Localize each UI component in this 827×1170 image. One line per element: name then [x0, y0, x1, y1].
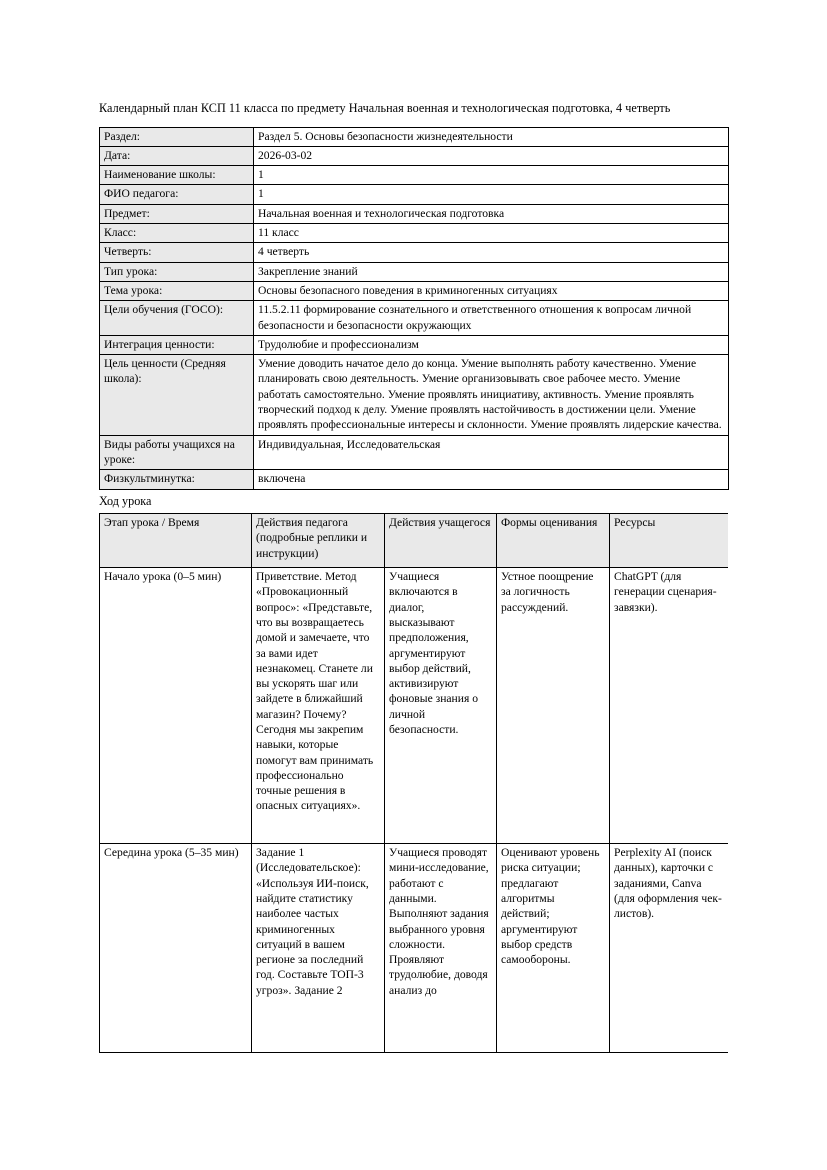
- info-value: 11.5.2.11 формирование сознательного и ответственного отношения к вопросам личной безопасности и безопасности окружающих: [254, 301, 729, 336]
- column-header-stage: Этап урока / Время: [100, 514, 252, 568]
- info-label: Раздел:: [100, 127, 254, 146]
- page-title: Календарный план КСП 11 класса по предмету Начальная военная и технологическая подготовка, 4 четверть: [99, 101, 671, 115]
- cell-resources: ChatGPT (для генерации сценария-завязки).: [610, 568, 729, 844]
- column-header-assessment: Формы оценивания: [497, 514, 610, 568]
- table-row: [100, 127, 729, 146]
- section-caption-lesson-flow: Ход урока: [99, 493, 152, 508]
- info-label: Тема урока:: [100, 281, 254, 300]
- info-value: 1: [254, 166, 729, 185]
- info-label: Предмет:: [100, 204, 254, 223]
- table-header-row: [100, 514, 729, 568]
- cell-student: Учащиеся включаются в диалог, высказывают предположения, аргументируют выбор действий, активизируют фоновые знания о личной безопасности.: [385, 568, 497, 844]
- cell-teacher: Задание 1 (Исследовательское): «Используя ИИ-поиск, найдите статистику наиболее частых криминогенных ситуаций в вашем регионе за последний год. Составьте ТОП-3 угроз». Задание 2: [252, 844, 385, 1053]
- info-label: Дата:: [100, 146, 254, 165]
- lesson-info-body: [100, 127, 729, 489]
- table-row: [100, 243, 729, 262]
- cell-teacher: Приветствие. Метод «Провокационный вопрос»: «Представьте, что вы возвращаетесь домой и замечаете, что за вами идет незнакомец. Станете ли вы ускорять шаг или зайдете в ближайший магазин? Почему? Сегодня мы закрепим навыки, которые помогут вам принимать профессионально точные решения в опасных ситуациях».: [252, 568, 385, 844]
- info-label: Наименование школы:: [100, 166, 254, 185]
- info-label: Цель ценности (Средняя школа):: [100, 355, 254, 435]
- info-value: 2026-03-02: [254, 146, 729, 165]
- lesson-info-table: [99, 127, 729, 490]
- column-header-student: Действия учащегося: [385, 514, 497, 568]
- info-value: Раздел 5. Основы безопасности жизнедеятельности: [254, 127, 729, 146]
- info-label: Тип урока:: [100, 262, 254, 281]
- lesson-flow-table: [99, 513, 728, 1053]
- info-label: Виды работы учащихся на уроке:: [100, 435, 254, 470]
- cell-stage: Начало урока (0–5 мин): [100, 568, 252, 844]
- table-row: [100, 470, 729, 489]
- info-value: 4 четверть: [254, 243, 729, 262]
- info-value: 11 класс: [254, 224, 729, 243]
- column-header-teacher: Действия педагога (подробные реплики и инструкции): [252, 514, 385, 568]
- table-row: [100, 335, 729, 354]
- info-label: Интеграция ценности:: [100, 335, 254, 354]
- cell-student: Учащиеся проводят мини-исследование, работают с данными. Выполняют задания выбранного уровня сложности. Проявляют трудолюбие, доводя анализ до: [385, 844, 497, 1053]
- cell-stage: Середина урока (5–35 мин): [100, 844, 252, 1053]
- info-value: 1: [254, 185, 729, 204]
- info-label: ФИО педагога:: [100, 185, 254, 204]
- table-row: [100, 281, 729, 300]
- info-value: Основы безопасного поведения в криминогенных ситуациях: [254, 281, 729, 300]
- info-value: Начальная военная и технологическая подготовка: [254, 204, 729, 223]
- cell-assessment: Оценивают уровень риска ситуации; предлагают алгоритмы действий; аргументируют выбор средств самообороны.: [497, 844, 610, 1053]
- table-row: [100, 844, 729, 1053]
- table-row: [100, 224, 729, 243]
- info-value: Закрепление знаний: [254, 262, 729, 281]
- table-row: [100, 262, 729, 281]
- cell-resources: Perplexity AI (поиск данных), карточки с заданиями, Canva (для оформления чек-листов).: [610, 844, 729, 1053]
- info-value: Индивидуальная, Исследовательская: [254, 435, 729, 470]
- info-label: Цели обучения (ГОСО):: [100, 301, 254, 336]
- lesson-flow-head: [100, 514, 729, 568]
- info-label: Физкультминутка:: [100, 470, 254, 489]
- cell-assessment: Устное поощрение за логичность рассуждений.: [497, 568, 610, 844]
- info-label: Четверть:: [100, 243, 254, 262]
- table-row: [100, 355, 729, 435]
- column-header-resources: Ресурсы: [610, 514, 729, 568]
- table-row: [100, 146, 729, 165]
- info-value: Умение доводить начатое дело до конца. Умение выполнять работу качественно. Умение планировать свою деятельность. Умение организовывать свое рабочее место. Умение работать самостоятельно. Умение проявлять инициативу, активность. Умение проявлять творческий подход к делу. Умение проявлять настойчивость в достижении цели. Умение проявлять профессиональные интересы и склонности. Умение проявлять лидерские качества.: [254, 355, 729, 435]
- table-row: [100, 568, 729, 844]
- table-row: [100, 435, 729, 470]
- page-content: [99, 100, 728, 1053]
- lesson-flow-body: [100, 568, 729, 1053]
- table-row: [100, 301, 729, 336]
- lesson-flow-clip: [99, 513, 728, 1053]
- table-row: [100, 185, 729, 204]
- info-label: Класс:: [100, 224, 254, 243]
- table-row: [100, 204, 729, 223]
- table-row: [100, 166, 729, 185]
- info-value: включена: [254, 470, 729, 489]
- info-value: Трудолюбие и профессионализм: [254, 335, 729, 354]
